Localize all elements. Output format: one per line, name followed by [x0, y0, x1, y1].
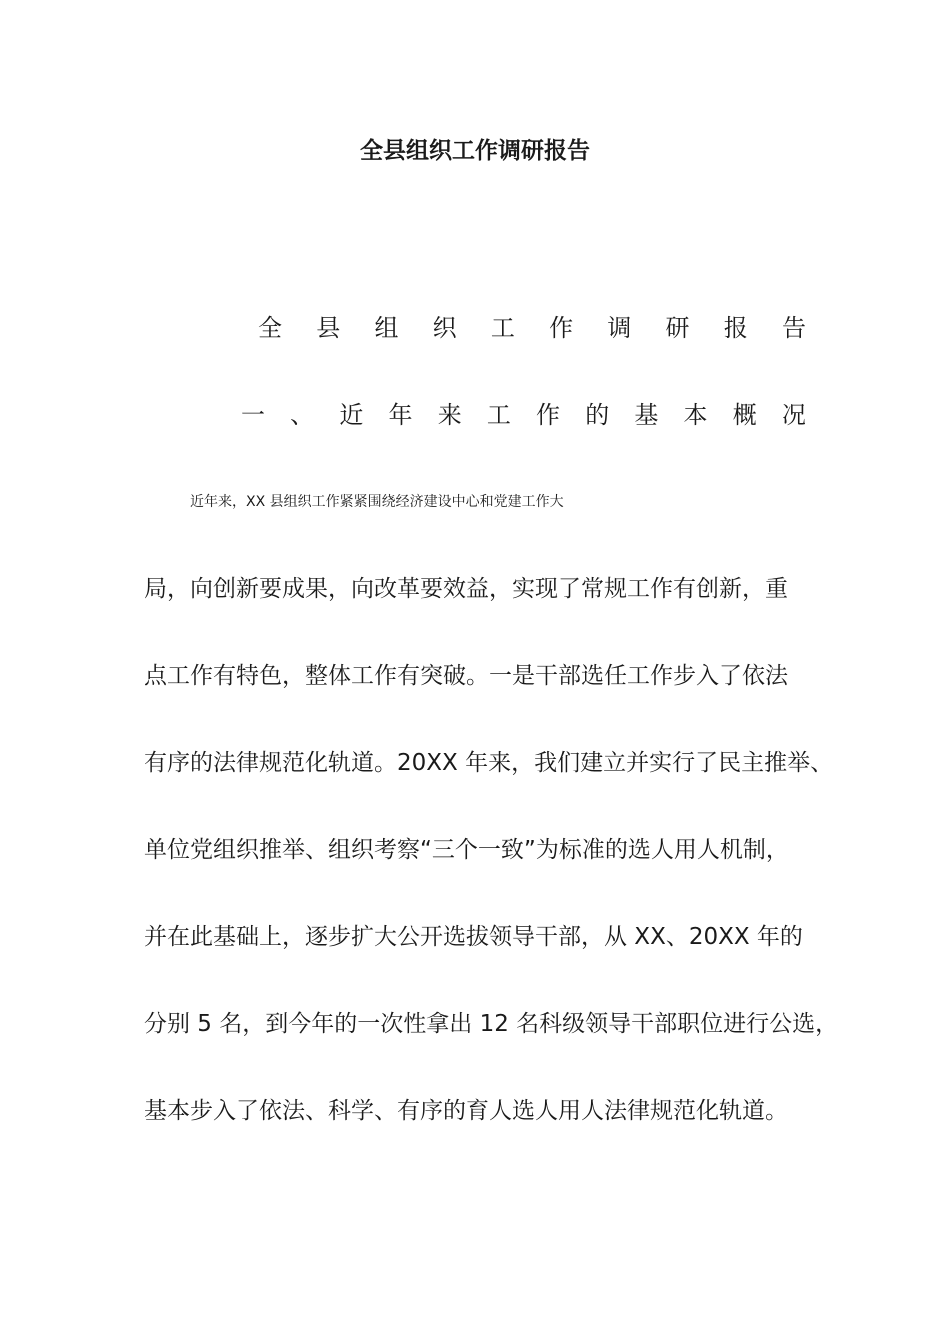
document-title: 全县组织工作调研报告	[360, 138, 590, 164]
section-heading-char: 概	[732, 401, 757, 429]
section-heading	[241, 397, 806, 433]
body-text-line: 并在此基础上，逐步扩大公开选拔领导干部，从 XX、20XX 年的	[144, 924, 803, 950]
body-text-line: 分别 5 名，到今年的一次性拿出 12 名科级领导干部职位进行公选，	[144, 1011, 839, 1037]
section-heading-char: 年	[388, 401, 413, 429]
body-text-line: 近年来，XX 县组织工作紧紧围绕经济建设中心和党建工作大	[190, 494, 564, 510]
section-heading-char: 作	[536, 401, 561, 429]
spaced-title-char: 报	[723, 314, 748, 342]
body-text-line: 有序的法律规范化轨道。20XX 年来，我们建立并实行了民主推举、	[144, 750, 834, 776]
spaced-title-char: 县	[316, 314, 341, 342]
section-heading-char: 来	[437, 401, 462, 429]
body-text-line: 局，向创新要成果，向改革要效益，实现了常规工作有创新，重	[144, 576, 788, 602]
spaced-title-char: 调	[607, 314, 632, 342]
spaced-title-char: 作	[549, 314, 574, 342]
section-heading-char: 近	[339, 401, 364, 429]
section-heading-char: 的	[585, 401, 610, 429]
spaced-title-char: 研	[665, 314, 690, 342]
section-heading-char: 工	[486, 401, 511, 429]
body-text-line: 单位党组织推举、组织考察“三个一致”为标准的选人用人机制，	[144, 837, 789, 863]
spaced-title-char: 告	[781, 314, 806, 342]
section-heading-char: 况	[781, 401, 806, 429]
section-heading-char: 基	[634, 401, 659, 429]
spaced-title-char: 织	[432, 314, 457, 342]
section-heading-char: 本	[683, 401, 708, 429]
spaced-title-char: 组	[374, 314, 399, 342]
spaced-title-line	[258, 310, 806, 346]
spaced-title-char: 工	[490, 314, 515, 342]
body-text-line: 基本步入了依法、科学、有序的育人选人用人法律规范化轨道。	[144, 1098, 788, 1124]
section-heading-char: 一	[241, 401, 265, 429]
section-heading-char: 、	[290, 401, 315, 429]
body-text-line: 点工作有特色，整体工作有突破。一是干部选任工作步入了依法	[144, 663, 788, 689]
spaced-title-char: 全	[258, 314, 282, 342]
